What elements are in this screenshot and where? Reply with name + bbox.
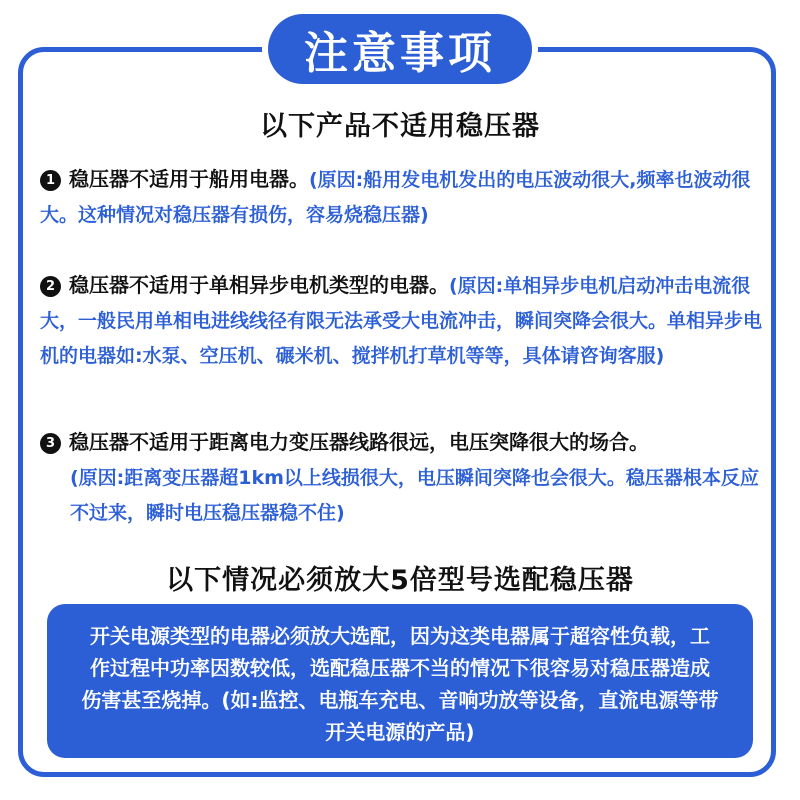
number-badge: 1 [40, 170, 61, 191]
section-heading-upsize: 以下情况必须放大5倍型号选配稳压器 [166, 565, 634, 596]
item-statement: 稳压器不适用于距离电力变压器线路很远，电压突降很大的场合。 [69, 430, 649, 454]
number-badge: 3 [40, 433, 61, 454]
number-badge: 2 [40, 276, 61, 297]
item-statement: 稳压器不适用于单相异步电机类型的电器。 [69, 273, 449, 297]
item-statement: 稳压器不适用于船用电器。 [69, 167, 309, 191]
item-reason: (原因:船用发电机发出的电压波动很大,频率也波动很大。这种情况对稳压器有损伤，容易烧稳压器) [40, 169, 751, 226]
list-item-2 [40, 268, 770, 374]
page-title: 注意事项 [268, 14, 532, 84]
section-heading-unsuitable: 以下产品不适用稳压器 [260, 111, 540, 142]
item-reason: (原因:单相异步电机启动冲击电流很大，一般民用单相电进线线径有限无法承受大电流冲击，瞬间突降会很大。单相异步电机的电器如:水泵、空压机、碾米机、搅拌机打草机等等，具体请咨询客服) [40, 275, 763, 367]
list-item-1 [40, 162, 770, 233]
notice-box: 开关电源类型的电器必须放大选配，因为这类电器属于超容性负载，工作过程中功率因数较低，选配稳压器不当的情况下很容易对稳压器造成伤害甚至烧掉。(如:监控、电瓶车充电、音响功放等设备，直流电源等带开关电源的产品) [47, 604, 753, 758]
item-reason: (原因:距离变压器超1km以上线损很大，电压瞬间突降也会很大。稳压器根本反应不过来，瞬时电压稳压器稳不住) [70, 467, 759, 524]
list-item-3 [40, 425, 770, 531]
